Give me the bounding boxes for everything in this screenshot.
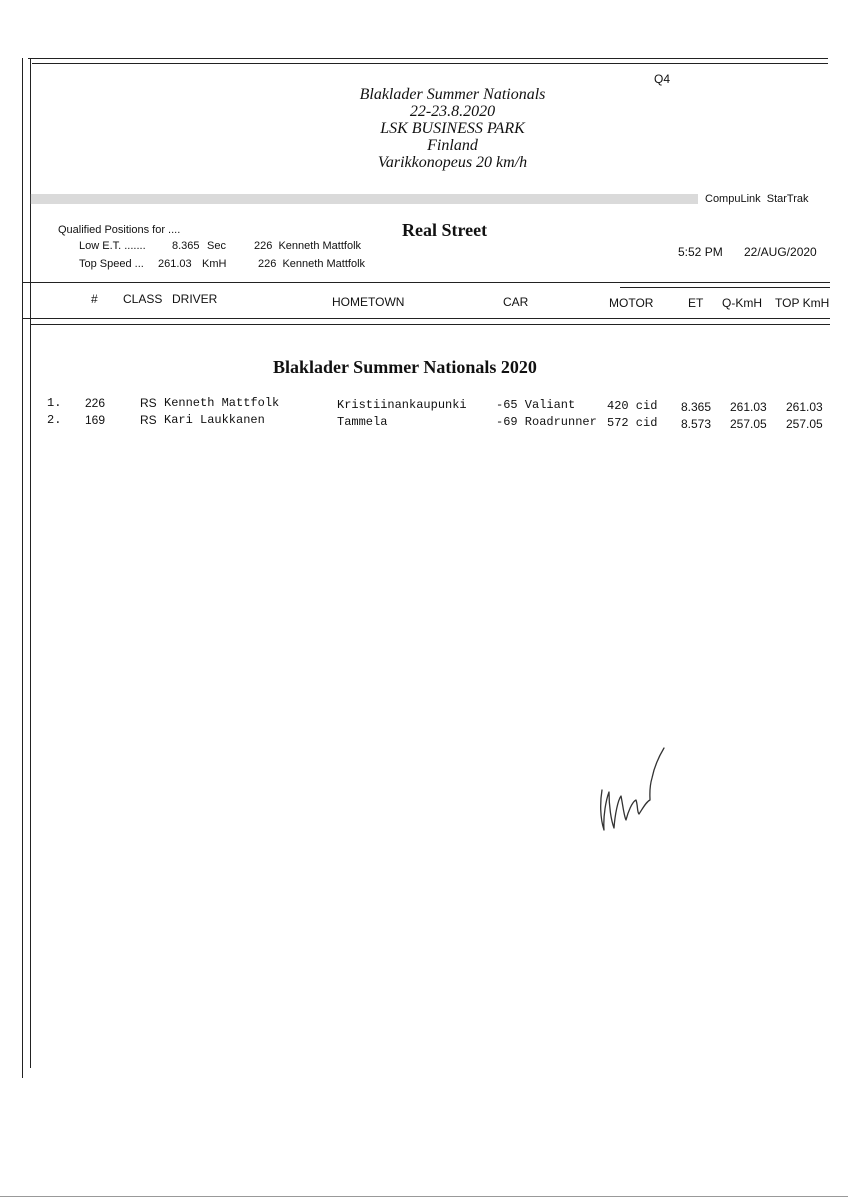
report-time: 5:52 PM (678, 245, 723, 259)
row-pos: 2. (47, 413, 62, 427)
row-top: 257.05 (786, 417, 823, 431)
low-et-label: Low E.T. ....... (79, 240, 146, 252)
row-num: 169 (85, 413, 106, 427)
row-class: RS (140, 413, 157, 427)
header-rule-bottom2 (30, 324, 830, 325)
col-class: CLASS (123, 292, 163, 306)
report-date: 22/AUG/2020 (744, 245, 817, 259)
col-top: TOP KmH (775, 296, 830, 310)
top-border-inner (32, 63, 828, 64)
col-driver: DRIVER (172, 292, 218, 306)
vendor-label: CompuLink StarTrak (705, 193, 809, 205)
row-car: -65 Valiant (496, 398, 576, 412)
row-hometown: Tammela (337, 415, 388, 429)
top-speed-label: Top Speed ... (79, 258, 144, 270)
top-speed-unit: KmH (202, 258, 227, 270)
col-hometown: HOMETOWN (332, 295, 405, 309)
top-speed-value: 261.03 (158, 258, 192, 270)
row-motor: 572 cid (607, 416, 658, 430)
row-driver: Kari Laukkanen (164, 413, 265, 427)
row-pos: 1. (47, 396, 62, 410)
low-et-value: 8.365 (172, 240, 200, 252)
low-et-unit: Sec (207, 240, 226, 252)
row-qkmh: 257.05 (730, 417, 767, 431)
event-venue: LSK BUSINESS PARK (380, 120, 525, 137)
row-hometown: Kristiinankaupunki (337, 398, 467, 412)
low-et-driver: 226 Kenneth Mattfolk (254, 240, 362, 252)
row-et: 8.573 (681, 417, 712, 431)
signature (590, 740, 680, 840)
header-rule-top2 (620, 287, 830, 288)
dotted-band (30, 194, 698, 204)
row-motor: 420 cid (607, 399, 658, 413)
pit-speed: Varikkonopeus 20 km/h (377, 154, 528, 171)
section-title: Blaklader Summer Nationals 2020 (273, 357, 537, 377)
col-num: # (91, 292, 98, 306)
event-country: Finland (427, 137, 478, 154)
left-border-outer (22, 58, 23, 1078)
col-qkmh: Q-KmH (722, 296, 762, 310)
header-rule-bottom (22, 318, 830, 319)
row-top: 261.03 (786, 400, 823, 414)
top-border-outer (28, 58, 828, 59)
qualified-title: Qualified Positions for .... (58, 224, 181, 236)
row-num: 226 (85, 396, 106, 410)
bottom-rule (0, 1196, 848, 1197)
event-dates: 22-23.8.2020 (409, 103, 496, 120)
col-car: CAR (503, 295, 529, 309)
class-name: Real Street (402, 220, 488, 240)
col-et: ET (688, 296, 704, 310)
col-motor: MOTOR (609, 296, 654, 310)
row-qkmh: 261.03 (730, 400, 767, 414)
row-class: RS (140, 396, 157, 410)
header-rule-top (22, 282, 830, 283)
round-label: Q4 (654, 72, 671, 86)
row-et: 8.365 (681, 400, 712, 414)
top-speed-driver: 226 Kenneth Mattfolk (258, 258, 366, 270)
row-driver: Kenneth Mattfolk (164, 396, 280, 410)
row-car: -69 Roadrunner (496, 415, 597, 429)
left-border-inner (30, 58, 31, 1068)
event-title: Blaklader Summer Nationals (359, 86, 546, 103)
